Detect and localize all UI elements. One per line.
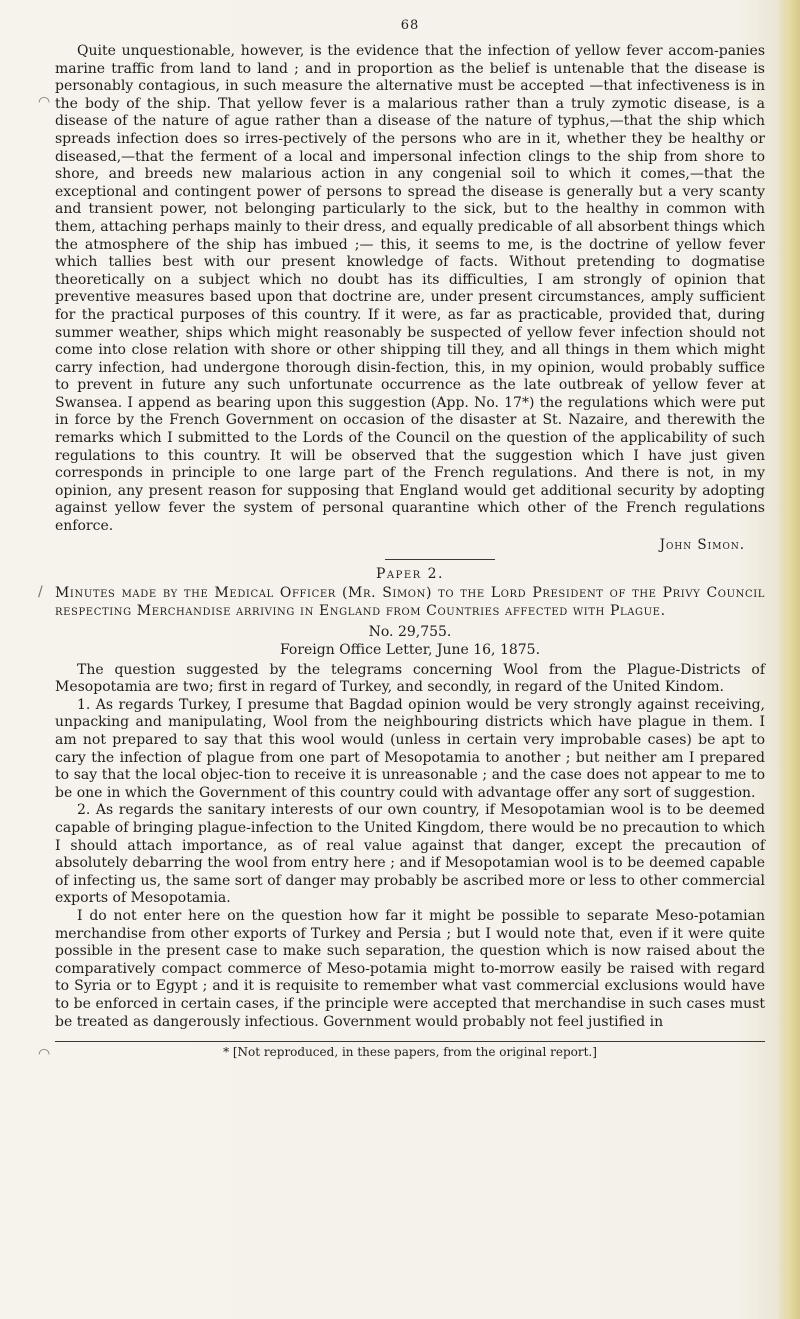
body-paragraph: 2. As regards the sanitary interests of our own country, if Mesopotamian wool is to be deemed capable of bringing plague-infection to the United Kingdom, there would be no precaution to which I should attach importance, as of real value against that danger, except the precaution of absolutely debarring the wool from entry here ; and if Mesopotamian wool is to be deemed capable of infecting us, the same sort of danger may probably be ascribed more or less to other commercial exports of Mesopotamia.	[55, 802, 765, 907]
footnote: * [Not reproduced, in these papers, from the original report.]	[223, 1045, 597, 1060]
reference-number: No. 29,755.	[368, 623, 452, 640]
paper-heading: Paper 2.	[375, 565, 444, 582]
letter-date: Foreign Office Letter, June 16, 1875.	[279, 641, 541, 658]
page-content	[55, 18, 765, 1059]
body-paragraph: 1. As regards Turkey, I presume that Bagdad opinion would be very strongly against receiving, unpacking and manipulating, Wool from the neighbouring districts which have plague in them. I am not prepared to say that this wool would (unless in certain very improbable cases) be apt to cary the infection of plague from one part of Mesopotamia to another ; but neither am I prepared to say that the local objec-tion to receive it is unreasonable ; and the case does not appear to me to be one in which the Government of this country could with advantage offer any sort of suggestion.	[55, 696, 765, 801]
minutes-heading: Minutes made by the Medical Officer (Mr. Simon) to the Lord President of the Privy Council respecting Merchandise arriving in England from Countries affected with Plague.	[55, 584, 765, 619]
body-paragraph: The question suggested by the telegrams concerning Wool from the Plague-Districts of Mesopotamia are two; first in regard of Turkey, and secondly, in regard of the United Kindom.	[55, 661, 765, 696]
margin-mark: ◠	[38, 94, 51, 110]
yellow-fever-paragraph: Quite unquestionable, however, is the evidence that the infection of yellow fever accom-panies marine traffic from land to land ; and in proportion as the belief is untenable that the disease is personably contagious, in such measure the alternative must be accepted —that infectiveness is in the body of the ship. That yellow fever is a malarious rather than a truly zymotic disease, is a disease of the nature of ague rather than a disease of the nature of typhus,—that the ship which spreads infection does so irres-pectively of the persons who are in it, whether they be healthy or diseased,—that the ferment of a local and impersonal infection clings to the ship from shore to shore, and breeds new malarious action in any congenial soil to which it comes,—that the exceptional and contingent power of persons to spread the disease is generally but a very scanty and transient power, not belonging particularly to the sick, but to the healthy in common with them, attaching perhaps mainly to their dress, and equally predicable of all absorbent things which the atmosphere of the ship has imbued ;— this, it seems to me, is the doctrine of yellow fever which tallies best with our present knowledge of facts. Without pretending to dogmatise theoretically on a subject which no doubt has its difficulties, I am strongly of opinion that preventive measures based upon that doctrine are, under present circumstances, amply sufficient for the practical purposes of this country. If it were, as far as practicable, provided that, during summer weather, ships which might reasonably be suspected of yellow fever infection should not come into close relation with shore or other shipping till they, and all things in them which might carry infection, had undergone thorough disin-fection, this, in my opinion, would probably suffice to prevent in future any such unfortunate occurrence as the late outbreak of yellow fever at Swansea. I append as bearing upon this suggestion (App. No. 17*) the regulations which were put in force by the French Government on occasion of the disaster at St. Nazaire, and therewith the remarks which I submitted to the Lords of the Council on the question of the applicability of such regulations to this country. It will be observed that the suggestion which I have just given corresponds in principle to one large part of the French regulations. And there is not, in my opinion, any present reason for supposing that England would get additional security by adopting against yellow fever the system of personal quarantine which other of the French regulations enforce.	[55, 43, 765, 535]
body-paragraph: I do not enter here on the question how far it might be possible to separate Meso-potamian merchandise from other exports of Turkey and Persia ; but I would note that, even if it were quite possible in the present case to make such separation, the question which is now raised about the comparatively compact commerce of Meso-potamia might to-morrow easily be raised with regard to Syria or to Egypt ; and it is requisite to remember what vast commercial exclusions would have to be enforced in certain cases, if the principle were accepted that merchandise in such cases must be treated as dangerously infectious. Government would probably not feel justified in	[55, 907, 765, 1030]
section-divider	[385, 559, 495, 560]
footnote-divider	[55, 1041, 765, 1042]
signature: John Simon.	[659, 536, 745, 553]
margin-mark: /	[38, 584, 43, 600]
page-edge-discoloration	[778, 0, 800, 1319]
margin-mark: ◠	[38, 1046, 51, 1062]
page-number: 68	[400, 18, 420, 33]
